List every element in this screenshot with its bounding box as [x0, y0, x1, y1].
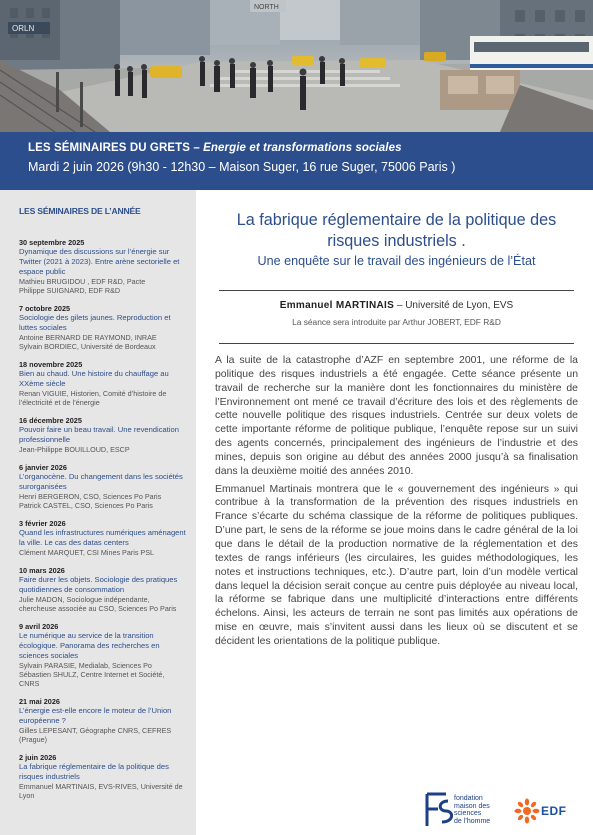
seminar-title: Sociologie des gilets jaunes. Reproduction et luttes sociales	[19, 313, 171, 332]
seminar-item	[19, 753, 186, 800]
seminar-speaker: Mathieu BRUGIDOU , EDF R&D, Pacte	[19, 277, 146, 286]
seminar-speaker: Emmanuel MARTINAIS, EVS-RIVES, Université de Lyon	[19, 782, 183, 800]
seminar-speaker: Clément MARQUET, CSI Mines Paris PSL	[19, 548, 154, 557]
introduction-note: La séance sera introduite par Arthur JOBERT, EDF R&D	[292, 317, 501, 327]
street-sign-text: ORLN	[12, 24, 35, 33]
session-abstract	[215, 354, 578, 649]
fmsh-logo-mark	[424, 791, 454, 829]
seminar-date: 9 avril 2026	[19, 622, 59, 631]
seminar-list	[19, 238, 186, 800]
edf-logo	[514, 798, 584, 824]
seminar-speaker: Philippe SUIGNARD, EDF R&D	[19, 286, 121, 295]
series-label: LES SÉMINAIRES DU GRETS –	[28, 142, 204, 154]
seminar-item	[19, 622, 186, 688]
seminar-item	[19, 697, 186, 744]
seminar-item	[19, 360, 186, 407]
seminar-item	[19, 519, 186, 557]
seminar-date: 2 juin 2026	[19, 753, 57, 762]
fmsh-logo	[424, 791, 514, 829]
seminar-title: L’organocène. Du changement dans les sociétés surorganisées	[19, 472, 183, 491]
session-title: La fabrique réglementaire de la politique des risques industriels .	[236, 211, 557, 250]
seminar-speaker: Antoine BERNARD DE RAYMOND, INRAE	[19, 333, 157, 342]
speaker-line	[215, 300, 578, 311]
fmsh-logo-text	[454, 795, 490, 825]
seminar-date: 30 septembre 2025	[19, 238, 85, 247]
seminar-title: Dynamique des discussions sur l’énergie sur Twitter (2021 à 2023). Entre arène sectorielle et espace public	[19, 247, 180, 276]
speaker-affiliation: – Université de Lyon, EVS	[394, 300, 514, 311]
seminar-item	[19, 304, 186, 351]
seminar-speaker: Julie MADON, Sociologue indépendante, chercheuse associée au CSO, Sciences Po Paris	[19, 595, 177, 613]
seminar-date: 16 décembre 2025	[19, 416, 82, 425]
session-subtitle: Une enquête sur le travail des ingénieurs de l’État	[257, 254, 536, 268]
main-content	[215, 190, 578, 649]
abstract-paragraph: A la suite de la catastrophe d’AZF en septembre 2001, une réforme de la politique des risques industriels a été engagée. Cette séance présente un travail de recherche sur la manière dont les fonctionnaires du ministère de l’Environnement ont mené ce travail d’écriture des lois et des règlements de cette nouvelle politique des risques industriels. Centrée sur deux volets de cette importante réforme de politique publique, l’enquête repose sur un suivi des agents concernés, principalement des ingénieurs de l’industrie et des mines, depuis son origine au début des années 2000 jusqu’à sa finalisation dans la deuxième moitié des années 2010.	[215, 355, 578, 477]
seminar-title: L’énergie est-elle encore le moteur de l’Union européenne ?	[19, 706, 172, 725]
seminar-speaker: Gilles LEPESANT, Géographe CNRS, CEFRES (Prague)	[19, 726, 172, 744]
event-banner	[0, 132, 593, 190]
seminar-item	[19, 463, 186, 510]
fmsh-line: maison des	[454, 802, 490, 810]
seminar-item	[19, 566, 186, 613]
header-photo	[0, 0, 593, 132]
seminar-item	[19, 416, 186, 454]
edf-sun-icon	[514, 798, 540, 824]
fmsh-line: fondation	[454, 795, 483, 802]
speaker-name: Emmanuel MARTINAIS	[279, 300, 395, 311]
seminar-title: Faire durer les objets. Sociologie des pratiques quotidiennes de consommation	[19, 575, 178, 594]
divider-bottom	[219, 343, 574, 344]
seminar-item	[19, 238, 186, 295]
event-date-place: Mardi 2 juin 2026 (9h30 - 12h30 – Maison Suger, 16 rue Suger, 75006 Paris )	[28, 160, 456, 174]
seminar-speaker: Sylvain BORDIEC, Université de Bordeaux	[19, 342, 156, 351]
abstract-paragraph: Emmanuel Martinais montrera que le « gouvernement des ingénieurs » qui contribue à la transformation de la prévention des risques industriels en France s’écarte du schéma classique de la réforme de politiques publiques. D’une part, le sens de la réforme se joue moins dans le cadre général de la loi que dans le détail de la production normative de la réglementation et des textes de rangs inférieurs (les circulaires, les guides méthodologiques, les notes et instructions techniques, etc.). D’autre part, loin d’un modèle vertical dans lequel la décision serait conçue au centre puis déployée au niveau local, la réforme se fabrique dans une multiplicité d’interactions entre différents échelons. Ainsi, les acteurs de terrain ne sont pas limités aux opérations de mise en œuvre, mais s’invitent aussi dans les lieux où se discutent et se décident les orientations de la politique publique.	[215, 483, 578, 647]
seminar-title: La fabrique réglementaire de la politique des risques industriels	[19, 762, 169, 781]
series-theme: Energie et transformations sociales	[203, 142, 402, 154]
divider-top	[219, 290, 574, 291]
seminar-date: 10 mars 2026	[19, 566, 65, 575]
seminar-date: 7 octobre 2025	[19, 304, 71, 313]
city-street-illustration	[0, 0, 593, 132]
seminar-speaker: Henri BERGERON, CSO, Sciences Po Paris	[19, 492, 162, 501]
seminar-speaker: Sébastien SHULZ, Centre Internet et Société, CNRS	[19, 670, 165, 688]
sidebar-heading: LES SÉMINAIRES DE L’ANNÉE	[19, 206, 141, 216]
seminar-speaker: Sylvain PARASIE, Medialab, Sciences Po	[19, 661, 152, 670]
seminar-speaker: Patrick CASTEL, CSO, Sciences Po Paris	[19, 501, 153, 510]
series-title	[28, 142, 593, 154]
seminar-date: 6 janvier 2026	[19, 463, 67, 472]
seminar-title: Bien au chaud. Une histoire du chauffage au XXème siècle	[19, 369, 169, 388]
seminar-speaker: Renan VIGUIE, Historien, Comité d’histoire de l’électricité et de l’énergie	[19, 389, 167, 407]
fmsh-line: de l’homme	[454, 817, 491, 825]
seminar-date: 21 mai 2026	[19, 697, 60, 706]
edf-logo-text: EDF	[541, 804, 567, 818]
seminar-title: Le numérique au service de la transition écologique. Panorama des recherches en sciences sociales	[19, 631, 160, 660]
building-sign-text: NORTH	[254, 4, 279, 11]
seminar-title: Quand les infrastructures numériques aménagent la ville. Le cas des datas centers	[19, 528, 186, 547]
seminar-speaker: Jean-Philippe BOUILLOUD, ESCP	[19, 445, 130, 454]
seminar-title: Pouvoir faire un beau travail. Une revendication professionnelle	[19, 425, 179, 444]
seminar-date: 3 février 2026	[19, 519, 66, 528]
fmsh-line: sciences	[454, 810, 482, 817]
seminar-sidebar	[0, 190, 196, 835]
seminar-date: 18 novembre 2025	[19, 360, 83, 369]
